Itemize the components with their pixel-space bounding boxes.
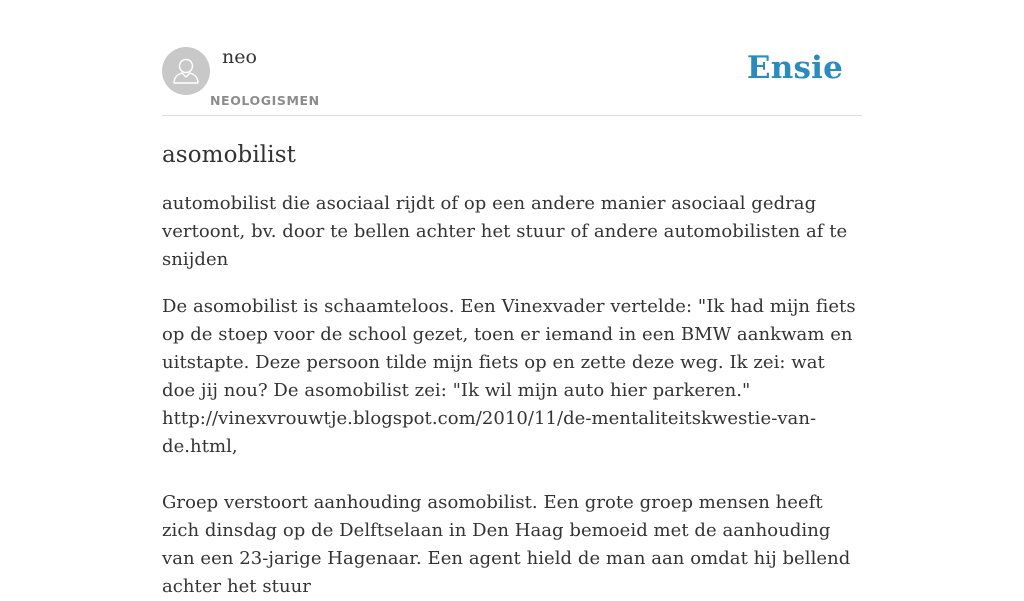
user-silhouette-icon xyxy=(162,47,210,95)
entry-content xyxy=(162,116,862,601)
category-label[interactable]: NEOLOGISMEN xyxy=(210,93,320,108)
author-avatar[interactable] xyxy=(162,47,210,95)
entry-example: De asomobilist is schaamteloos. Een Vinexvader vertelde: "Ik had mijn fiets op de stoep voor de school gezet, toen er iemand in een BMW aankwam en uitstapte. Deze persoon tilde mijn fiets op en zette deze weg. Ik zei: wat doe jij nou? De asomobilist zei: "Ik wil mijn auto hier parkeren." http://vinexvrouwtje.blogspot.com/2010/11/de-mentaliteitskwestie-van-de.html, Groep verstoort aanhouding asomobilist. Een grote groep mensen heeft zich dinsdag op de Delftselaan in Den Haag bemoeid met de aanhouding van een 23-jarige Hagenaar. Een agent hield de man aan omdat hij bellend achter het stuur xyxy=(162,296,856,597)
entry-definition: automobilist die asociaal rijdt of op een andere manier asociaal gedrag vertoont, bv. door te bellen achter het stuur of andere automobilisten af te snijden xyxy=(162,193,848,270)
entry-header xyxy=(162,0,862,116)
entry-page xyxy=(162,0,862,601)
entry-title: asomobilist xyxy=(162,142,296,168)
author-name-link[interactable]: neo xyxy=(222,46,257,68)
ensie-logo[interactable]: Ensie xyxy=(746,50,843,86)
